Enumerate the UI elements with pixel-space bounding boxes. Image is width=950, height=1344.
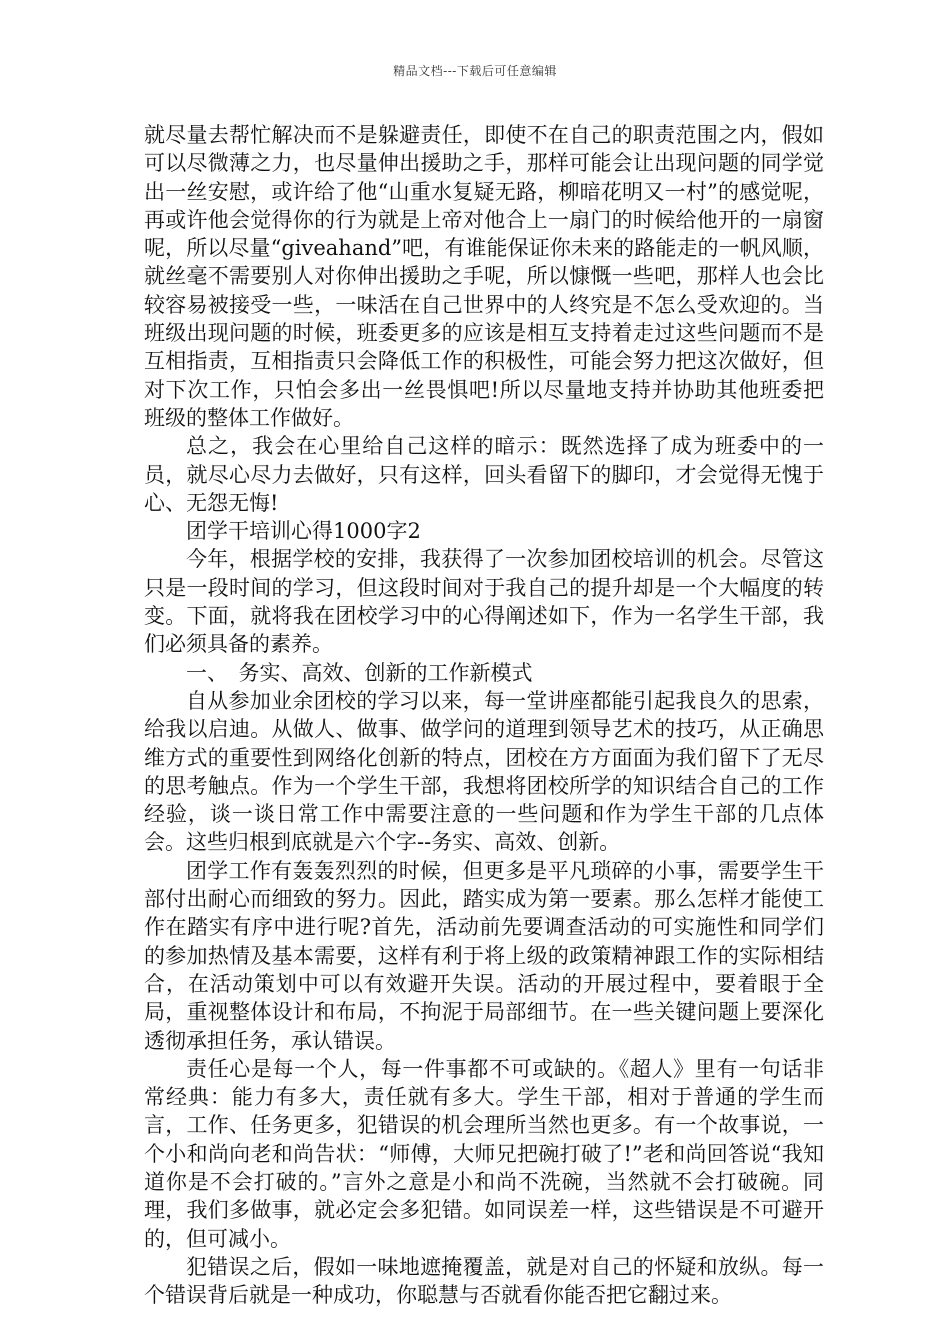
paragraph-conclusion: 总之，我会在心里给自己这样的暗示：既然选择了成为班委中的一员，就尽心尽力去做好，只有这样，回头看留下的脚印，才会觉得无愧于心、无怨无悔!	[144, 434, 824, 515]
page-header: 精品文档---下载后可任意编辑	[393, 64, 557, 78]
paragraph: 责任心是每一个人，每一件事都不可或缺的。《超人》里有一句话非常经典：能力有多大，责任就有多大。学生干部，相对于普通的学生而言，工作、任务更多，犯错误的机会理所当然也更多。有一个故事说，一个小和尚向老和尚告状：“师傅，大师兄把碗打破了!”老和尚回答说“我知道你是不会打破的。”言外之意是小和尚不洗碗，当然就不会打破碗。同理，我们多做事，就必定会多犯错。如同误差一样，这些错误是不可避开的，但可减小。	[144, 1056, 824, 1251]
section-title: 团学干培训心得1000字2	[186, 519, 421, 544]
paragraph-intro: 今年，根据学校的安排，我获得了一次参加团校培训的机会。尽管这只是一段时间的学习，但这段时间对于我自己的提升却是一个大幅度的转变。下面，就将我在团校学习中的心得阐述如下，作为一名学生干部，我们必须具备的素养。	[144, 547, 824, 657]
paragraph-continuation: 就尽量去帮忙解决而不是躲避责任，即使不在自己的职责范围之内，假如可以尽微薄之力，也尽量伸出援助之手，那样可能会让出现问题的同学觉出一丝安慰，或许给了他“山重水复疑无路，柳暗花明又一村”的感觉呢，再或许他会觉得你的行为就是上帝对他合上一扇门的时候给他开的一扇窗呢，所以尽量“giveahand”吧，有谁能保证你未来的路能走的一帆风顺，就丝毫不需要别人对你伸出援助之手呢，所以慷慨一些吧，那样人也会比较容易被接受一些，一味活在自己世界中的人终究是不怎么受欢迎的。当班级出现问题的时候，班委更多的应该是相互支持着走过这些问题而不是互相指责，互相指责只会降低工作的积极性，可能会努力把这次做好，但对下次工作，只怕会多出一丝畏惧吧!所以尽量地支持并协助其他班委把班级的整体工作做好。	[144, 123, 824, 430]
paragraph: 团学工作有轰轰烈烈的时候，但更多是平凡琐碎的小事，需要学生干部付出耐心而细致的努力。因此，踏实成为第一要素。那么怎样才能使工作在踏实有序中进行呢?首先，活动前先要调查活动的可实施性和同学们的参加热情及基本需要，这样有利于将上级的政策精神跟工作的实际相结合，在活动策划中可以有效避开失误。活动的开展过程中，要着眼于全局，重视整体设计和布局，不拘泥于局部细节。在一些关键问题上要深化透彻承担任务，承认错误。	[144, 858, 824, 1053]
paragraph: 犯错误之后，假如一味地遮掩覆盖，就是对自己的怀疑和放纵。每一个错误背后就是一种成功，你聪慧与否就看你能否把它翻过来。	[144, 1254, 824, 1308]
document-body	[144, 121, 824, 1309]
paragraph: 自从参加业余团校的学习以来，每一堂讲座都能引起我良久的思索，给我以启迪。从做人、做事、做学问的道理到领导艺术的技巧，从正确思维方式的重要性到网络化创新的特点，团校在方方面面为我们留下了无尽的思考触点。作为一个学生干部，我想将团校所学的知识结合自己的工作经验，谈一谈日常工作中需要注意的一些问题和作为学生干部的几点体会。这些归根到底就是六个字--务实、高效、创新。	[144, 688, 824, 855]
subheading-1: 一、 务实、高效、创新的工作新模式	[186, 660, 533, 685]
